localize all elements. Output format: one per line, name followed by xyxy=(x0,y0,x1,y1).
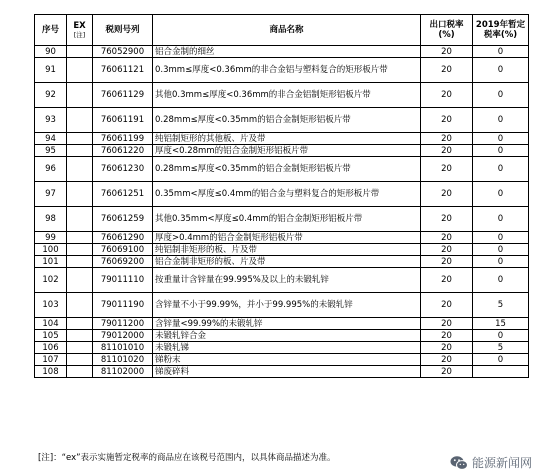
cell-name: 未锻轧锌合金 xyxy=(153,330,421,342)
cell-seq: 104 xyxy=(35,318,67,330)
cell-code: 76061259 xyxy=(93,207,153,232)
cell-ex xyxy=(67,182,93,207)
cell-code: 79011190 xyxy=(93,293,153,318)
cell-temp: 5 xyxy=(473,342,529,354)
table-row xyxy=(35,83,529,108)
table-row xyxy=(35,108,529,133)
cell-seq: 91 xyxy=(35,58,67,83)
table-row xyxy=(35,232,529,244)
cell-ex xyxy=(67,354,93,366)
cell-rate: 20 xyxy=(421,256,473,268)
header-rate-unit: (%) xyxy=(438,30,455,40)
wechat-icon xyxy=(450,455,468,471)
cell-rate: 20 xyxy=(421,157,473,182)
cell-rate: 20 xyxy=(421,207,473,232)
cell-ex xyxy=(67,318,93,330)
header-temp-label: 2019年暂定 xyxy=(475,20,526,30)
cell-name: 铝合金制非矩形的板、片及带 xyxy=(153,256,421,268)
cell-ex xyxy=(67,330,93,342)
cell-rate: 20 xyxy=(421,182,473,207)
cell-code: 76061199 xyxy=(93,133,153,145)
table-row xyxy=(35,342,529,354)
table-row xyxy=(35,256,529,268)
cell-rate: 20 xyxy=(421,354,473,366)
cell-code: 76052900 xyxy=(93,46,153,58)
cell-seq: 99 xyxy=(35,232,67,244)
table-row xyxy=(35,145,529,157)
cell-code: 76061121 xyxy=(93,58,153,83)
header-temp-unit: 税率(%) xyxy=(483,30,518,40)
cell-ex xyxy=(67,293,93,318)
cell-temp: 0 xyxy=(473,145,529,157)
table-row xyxy=(35,354,529,366)
cell-rate: 20 xyxy=(421,108,473,133)
cell-rate: 20 xyxy=(421,232,473,244)
cell-code: 81101020 xyxy=(93,354,153,366)
cell-name: 0.3mm≤厚度<0.36mm的非合金铝与塑料复合的矩形板片带 xyxy=(153,58,421,83)
cell-ex xyxy=(67,58,93,83)
header-code: 税则号列 xyxy=(93,15,153,46)
cell-temp: 0 xyxy=(473,330,529,342)
table-row xyxy=(35,366,529,378)
cell-seq: 97 xyxy=(35,182,67,207)
cell-seq: 102 xyxy=(35,268,67,293)
cell-temp: 15 xyxy=(473,318,529,330)
cell-code: 81101010 xyxy=(93,342,153,354)
table-row xyxy=(35,330,529,342)
table-header-row xyxy=(35,15,529,46)
cell-temp: 0 xyxy=(473,354,529,366)
cell-name: 0.28mm≤厚度<0.35mm的铝合金制矩形铝板片带 xyxy=(153,157,421,182)
cell-rate: 20 xyxy=(421,330,473,342)
cell-seq: 107 xyxy=(35,354,67,366)
cell-temp: 0 xyxy=(473,46,529,58)
cell-seq: 96 xyxy=(35,157,67,182)
table-row xyxy=(35,318,529,330)
cell-name: 0.28mm≤厚度<0.35mm的铝合金制矩形铝板片带 xyxy=(153,108,421,133)
header-rate xyxy=(421,15,473,46)
table-row xyxy=(35,46,529,58)
cell-rate: 20 xyxy=(421,133,473,145)
cell-ex xyxy=(67,366,93,378)
header-name: 商品名称 xyxy=(153,15,421,46)
table-row xyxy=(35,182,529,207)
cell-ex xyxy=(67,232,93,244)
cell-name: 纯铝制矩形的其他板、片及带 xyxy=(153,133,421,145)
cell-temp: 0 xyxy=(473,157,529,182)
watermark xyxy=(450,454,532,471)
header-ex xyxy=(67,15,93,46)
cell-rate: 20 xyxy=(421,244,473,256)
header-temp xyxy=(473,15,529,46)
cell-ex xyxy=(67,83,93,108)
cell-name: 铝合金制的细丝 xyxy=(153,46,421,58)
cell-seq: 103 xyxy=(35,293,67,318)
cell-seq: 108 xyxy=(35,366,67,378)
watermark-text: 能源新闻网 xyxy=(471,456,532,470)
cell-rate: 20 xyxy=(421,58,473,83)
cell-name: 厚度<0.28mm的铝合金制矩形铝板片带 xyxy=(153,145,421,157)
table-row xyxy=(35,207,529,232)
footnote: [注]：“ex”表示实施暂定税率的商品应在该税号范围内，以具体商品描述为准。 xyxy=(38,453,336,463)
cell-temp: 5 xyxy=(473,293,529,318)
cell-name: 厚度>0.4mm的铝合金制矩形铝板片带 xyxy=(153,232,421,244)
cell-temp: 0 xyxy=(473,268,529,293)
header-rate-label: 出口税率 xyxy=(429,20,464,30)
cell-ex xyxy=(67,108,93,133)
cell-seq: 106 xyxy=(35,342,67,354)
table-row xyxy=(35,244,529,256)
cell-name: 按重量计含锌量在99.995%及以上的未锻轧锌 xyxy=(153,268,421,293)
cell-ex xyxy=(67,157,93,182)
cell-temp xyxy=(473,366,529,378)
cell-seq: 93 xyxy=(35,108,67,133)
cell-rate: 20 xyxy=(421,145,473,157)
cell-code: 79011110 xyxy=(93,268,153,293)
cell-temp: 0 xyxy=(473,244,529,256)
cell-name: 未锻轧锑 xyxy=(153,342,421,354)
cell-code: 81102000 xyxy=(93,366,153,378)
cell-name: 其他0.35mm<厚度≤0.4mm的铝合金制矩形铝板片带 xyxy=(153,207,421,232)
cell-temp: 0 xyxy=(473,108,529,133)
cell-temp: 0 xyxy=(473,83,529,108)
cell-seq: 94 xyxy=(35,133,67,145)
cell-ex xyxy=(67,342,93,354)
cell-ex xyxy=(67,145,93,157)
cell-code: 76061230 xyxy=(93,157,153,182)
cell-ex xyxy=(67,244,93,256)
cell-seq: 92 xyxy=(35,83,67,108)
cell-name: 锑废碎料 xyxy=(153,366,421,378)
cell-rate: 20 xyxy=(421,366,473,378)
header-ex-label: EX xyxy=(73,21,86,31)
cell-seq: 95 xyxy=(35,145,67,157)
cell-name: 纯铝制非矩形的板、片及带 xyxy=(153,244,421,256)
cell-temp: 0 xyxy=(473,232,529,244)
cell-rate: 20 xyxy=(421,293,473,318)
cell-rate: 20 xyxy=(421,342,473,354)
cell-code: 79012000 xyxy=(93,330,153,342)
cell-temp: 0 xyxy=(473,58,529,83)
cell-seq: 90 xyxy=(35,46,67,58)
table-row xyxy=(35,268,529,293)
cell-rate: 20 xyxy=(421,318,473,330)
tariff-table xyxy=(34,14,529,378)
cell-seq: 98 xyxy=(35,207,67,232)
table-row xyxy=(35,157,529,182)
cell-rate: 20 xyxy=(421,268,473,293)
cell-code: 76061220 xyxy=(93,145,153,157)
cell-ex xyxy=(67,256,93,268)
cell-seq: 105 xyxy=(35,330,67,342)
cell-ex xyxy=(67,268,93,293)
header-seq: 序号 xyxy=(35,15,67,46)
cell-name: 含锌量<99.99%的未锻轧锌 xyxy=(153,318,421,330)
cell-code: 76061129 xyxy=(93,83,153,108)
table-row xyxy=(35,58,529,83)
cell-ex xyxy=(67,133,93,145)
header-ex-note: [注] xyxy=(73,31,86,39)
cell-temp: 0 xyxy=(473,133,529,145)
cell-temp: 0 xyxy=(473,182,529,207)
cell-code: 76061191 xyxy=(93,108,153,133)
cell-seq: 100 xyxy=(35,244,67,256)
cell-temp: 0 xyxy=(473,207,529,232)
cell-code: 76061290 xyxy=(93,232,153,244)
cell-name: 其他0.3mm≤厚度<0.36mm的非合金铝制矩形铝板片带 xyxy=(153,83,421,108)
table-row xyxy=(35,133,529,145)
cell-seq: 101 xyxy=(35,256,67,268)
cell-code: 76069200 xyxy=(93,256,153,268)
cell-ex xyxy=(67,46,93,58)
cell-ex xyxy=(67,207,93,232)
cell-code: 76061251 xyxy=(93,182,153,207)
cell-name: 0.35mm<厚度≤0.4mm的铝合金与塑料复合的矩形板片带 xyxy=(153,182,421,207)
cell-temp: 0 xyxy=(473,256,529,268)
cell-name: 含锌量不小于99.99%，并小于99.995%的未锻轧锌 xyxy=(153,293,421,318)
cell-rate: 20 xyxy=(421,83,473,108)
cell-code: 76069100 xyxy=(93,244,153,256)
cell-code: 79011200 xyxy=(93,318,153,330)
table-row xyxy=(35,293,529,318)
cell-rate: 20 xyxy=(421,46,473,58)
cell-name: 锑粉末 xyxy=(153,354,421,366)
